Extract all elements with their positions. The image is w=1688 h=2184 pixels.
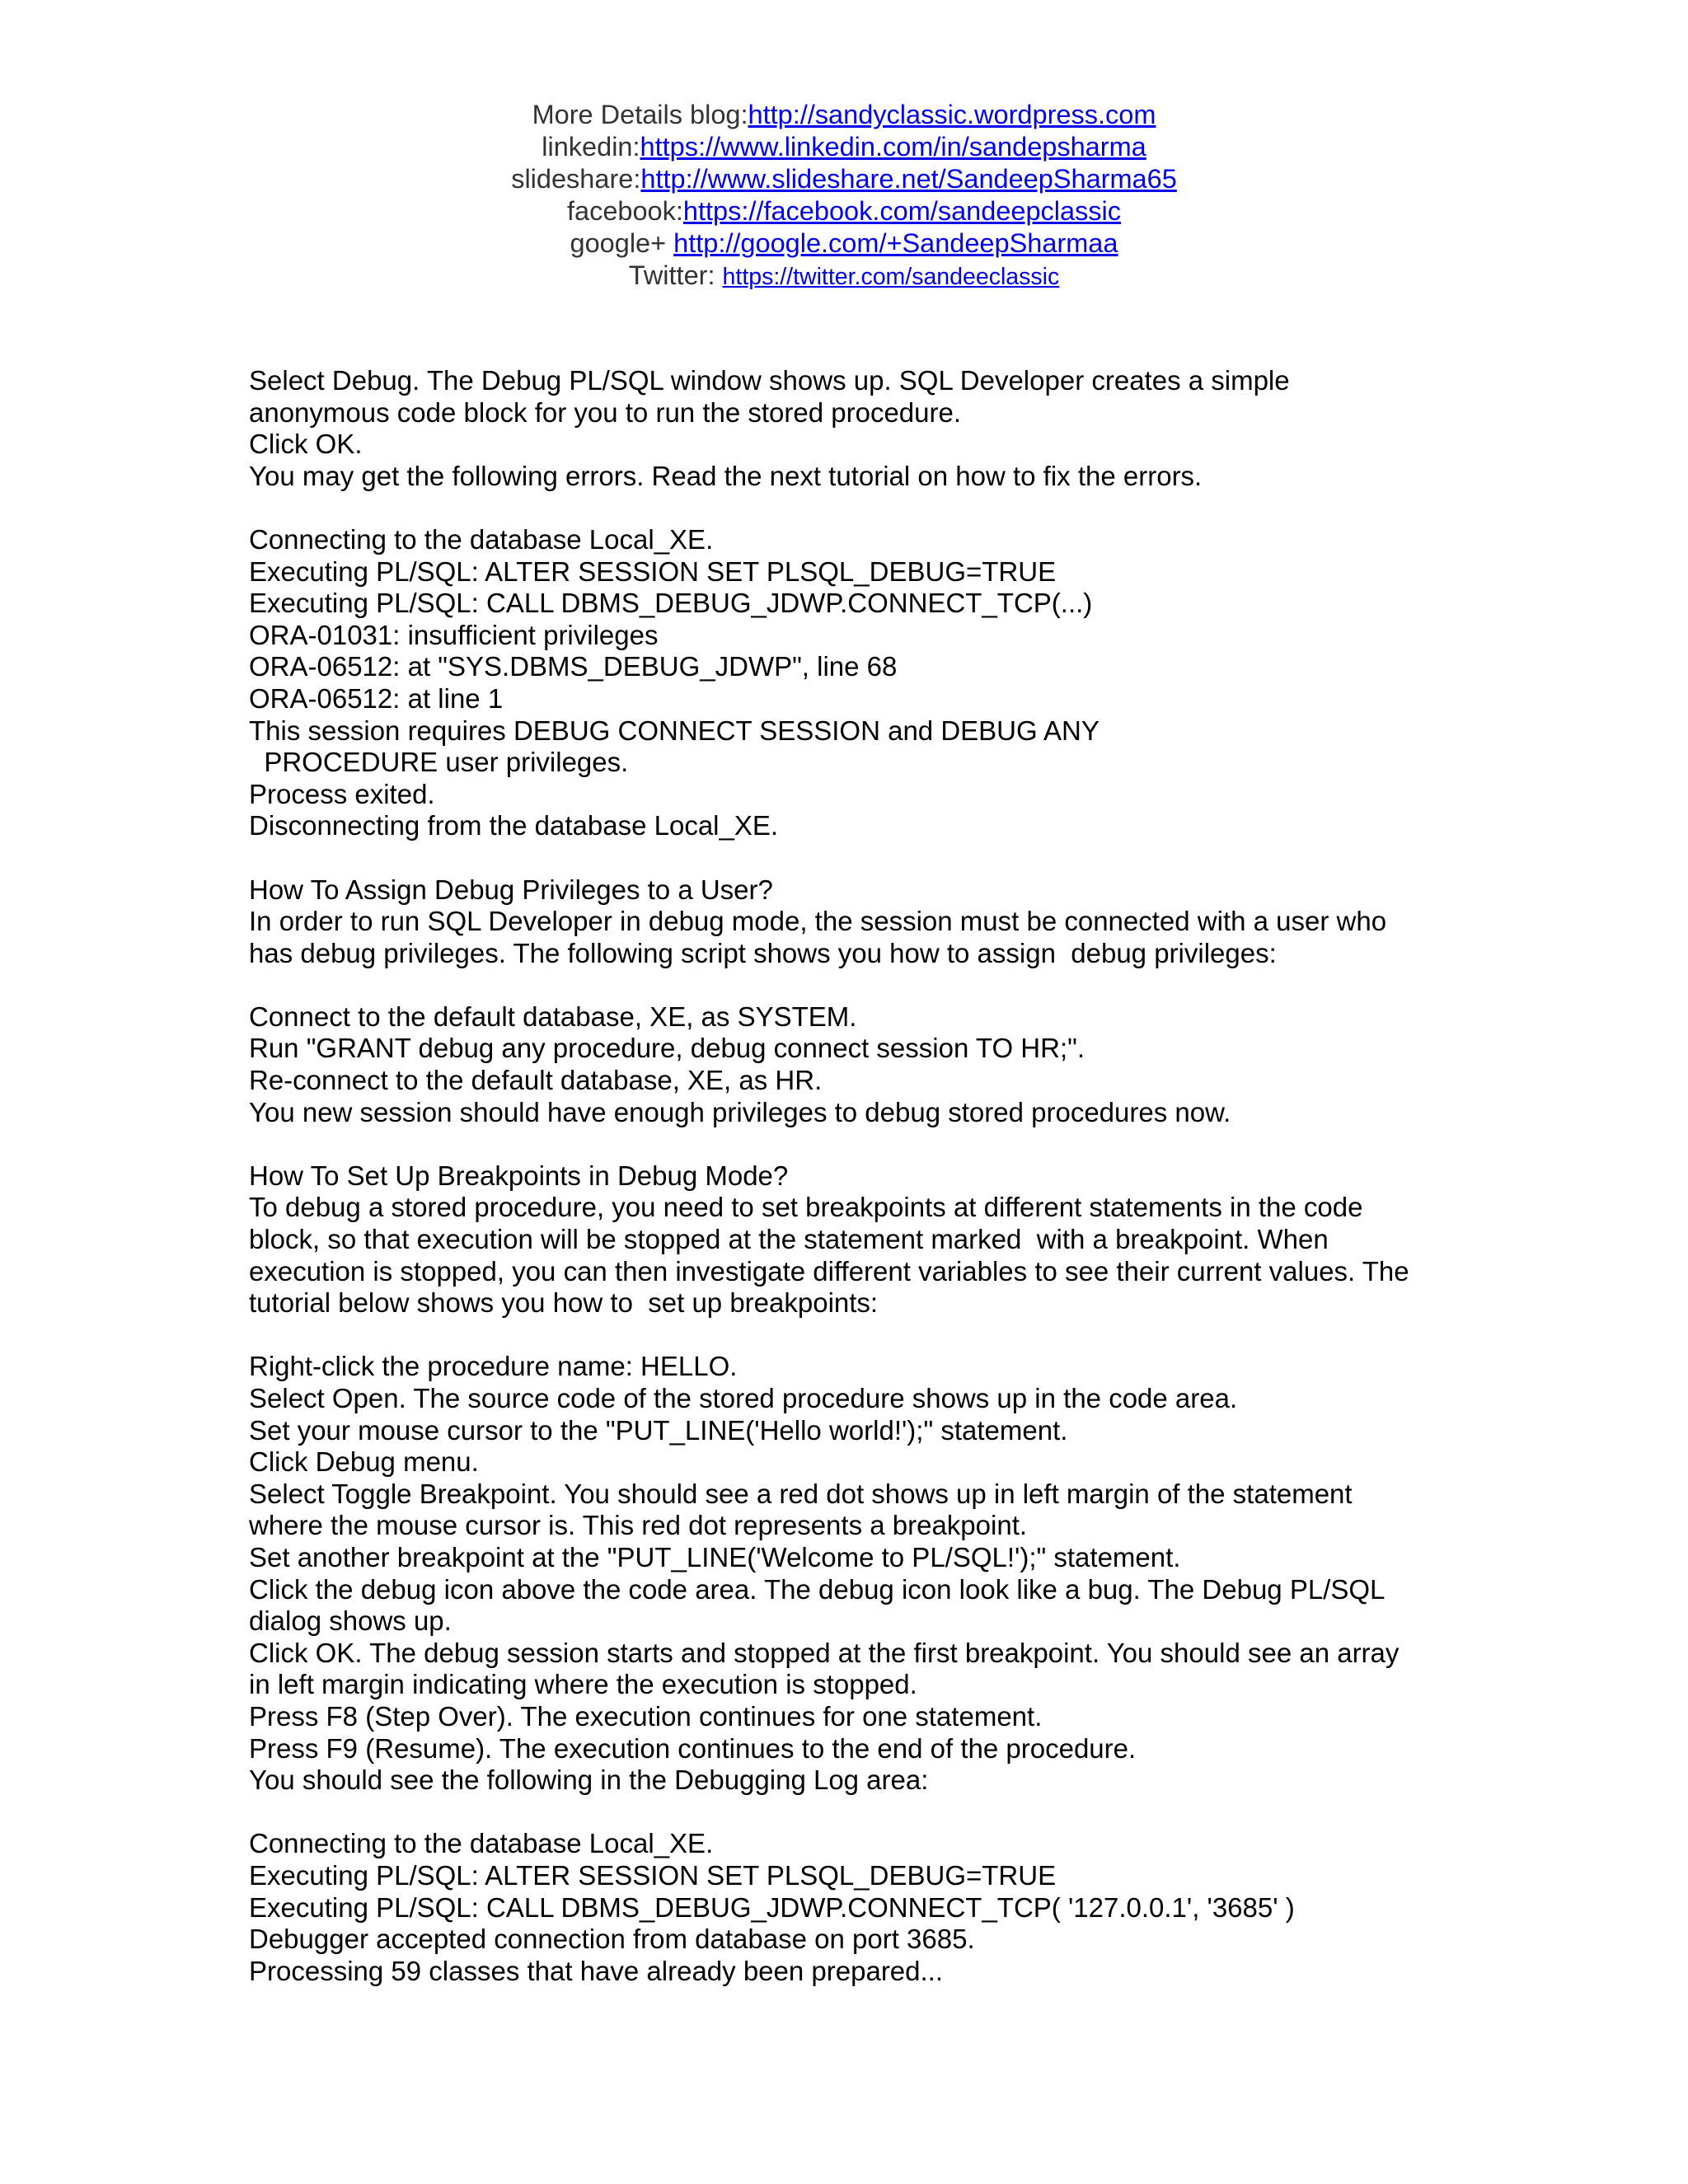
blog-link[interactable]: http://sandyclassic.wordpress.com bbox=[748, 100, 1156, 129]
facebook-line bbox=[0, 195, 1688, 227]
body-line: Process exited. bbox=[249, 778, 435, 809]
body-line: block, so that execution will be stopped at the statement marked with a breakpoint. When bbox=[249, 1224, 1329, 1255]
facebook-link[interactable]: https://facebook.com/sandeepclassic bbox=[682, 196, 1122, 226]
body-line: Set another breakpoint at the "PUT_LINE('Welcome to PL/SQL!');" statement. bbox=[249, 1541, 1181, 1572]
body-line: in left margin indicating where the execution is stopped. bbox=[249, 1669, 917, 1700]
blank-line bbox=[249, 842, 1452, 874]
body-line: Select Debug. The Debug PL/SQL window shows up. SQL Developer creates a simple bbox=[249, 365, 1290, 396]
blog-line bbox=[0, 99, 1688, 131]
body-line: Click Debug menu. bbox=[249, 1446, 479, 1478]
body-line: PROCEDURE user privileges. bbox=[249, 747, 629, 778]
body-line: Click OK. bbox=[249, 429, 363, 460]
body-line: How To Assign Debug Privileges to a User? bbox=[249, 874, 773, 905]
body-line: Set your mouse cursor to the "PUT_LINE('Hello world!');" statement. bbox=[249, 1414, 1068, 1446]
facebook-label: facebook: bbox=[566, 196, 683, 226]
blank-line bbox=[249, 1128, 1452, 1160]
body-line: ORA-06512: at "SYS.DBMS_DEBUG_JDWP", line 68 bbox=[249, 651, 898, 682]
body-line: ORA-06512: at line 1 bbox=[249, 682, 504, 714]
body-line: Select Open. The source code of the stored procedure shows up in the code area. bbox=[249, 1383, 1238, 1413]
google-line bbox=[0, 227, 1688, 260]
linkedin-link[interactable]: https://www.linkedin.com/in/sandepsharma bbox=[640, 132, 1146, 162]
document-body bbox=[249, 365, 1452, 1987]
contact-header bbox=[0, 99, 1688, 293]
body-line: ORA-01031: insufficient privileges bbox=[249, 619, 659, 650]
body-line: You should see the following in the Debugging Log area: bbox=[249, 1765, 929, 1796]
body-line: Connecting to the database Local_XE. bbox=[249, 523, 714, 555]
body-line: Select Toggle Breakpoint. You should see a red dot shows up in left margin of the statement bbox=[249, 1478, 1353, 1509]
twitter-label: Twitter: bbox=[628, 260, 723, 290]
body-line: Right-click the procedure name: HELLO. bbox=[249, 1351, 738, 1382]
body-line: Re-connect to the default database, XE, as HR. bbox=[249, 1065, 823, 1096]
body-line: Connecting to the database Local_XE. bbox=[249, 1828, 714, 1859]
body-line: tutorial below shows you how to set up breakpoints: bbox=[249, 1287, 879, 1319]
body-line: dialog shows up. bbox=[249, 1605, 452, 1637]
blog-label: More Details blog: bbox=[532, 100, 748, 129]
twitter-line bbox=[0, 260, 1688, 293]
body-line: Executing PL/SQL: CALL DBMS_DEBUG_JDWP.CONNECT_TCP( '127.0.0.1', '3685' ) bbox=[249, 1891, 1295, 1923]
body-line: Debugger accepted connection from database on port 3685. bbox=[249, 1924, 975, 1955]
body-line: has debug privileges. The following script shows you how to assign debug privileges: bbox=[249, 937, 1277, 968]
body-line: You new session should have enough privileges to debug stored procedures now. bbox=[249, 1096, 1231, 1127]
body-line: where the mouse cursor is. This red dot represents a breakpoint. bbox=[249, 1510, 1028, 1541]
slideshare-link[interactable]: http://www.slideshare.net/SandeepSharma65 bbox=[640, 164, 1177, 194]
google-label: google+ bbox=[570, 228, 674, 258]
linkedin-label: linkedin: bbox=[542, 132, 640, 162]
blank-line bbox=[249, 1319, 1452, 1352]
blank-line bbox=[249, 969, 1452, 1001]
body-line: This session requires DEBUG CONNECT SESSION and DEBUG ANY bbox=[249, 715, 1100, 746]
body-line: Press F9 (Resume). The execution continues to the end of the procedure. bbox=[249, 1732, 1137, 1764]
body-line: Disconnecting from the database Local_XE. bbox=[249, 810, 779, 841]
body-line: In order to run SQL Developer in debug mode, the session must be connected with a user who bbox=[249, 906, 1387, 937]
body-line: Executing PL/SQL: ALTER SESSION SET PLSQL_DEBUG=TRUE bbox=[249, 555, 1057, 587]
blank-line bbox=[249, 1797, 1452, 1829]
slideshare-label: slideshare: bbox=[511, 164, 641, 194]
linkedin-line bbox=[0, 131, 1688, 163]
body-line: Click OK. The debug session starts and stopped at the first breakpoint. You should see an array bbox=[249, 1637, 1400, 1668]
body-line: How To Set Up Breakpoints in Debug Mode? bbox=[249, 1160, 789, 1191]
body-line: Connect to the default database, XE, as SYSTEM. bbox=[249, 1001, 857, 1032]
body-line: execution is stopped, you can then investigate different variables to see their current values. The bbox=[249, 1255, 1409, 1286]
body-line: Press F8 (Step Over). The execution continues for one statement. bbox=[249, 1700, 1043, 1732]
blank-line bbox=[249, 492, 1452, 524]
body-line: You may get the following errors. Read the next tutorial on how to fix the errors. bbox=[249, 460, 1203, 491]
body-line: anonymous code block for you to run the stored procedure. bbox=[249, 396, 962, 428]
body-line: Click the debug icon above the code area. The debug icon look like a bug. The Debug PL/SQL bbox=[249, 1573, 1386, 1605]
body-line: Run "GRANT debug any procedure, debug connect session TO HR;". bbox=[249, 1033, 1085, 1064]
google-link[interactable]: http://google.com/+SandeepSharmaa bbox=[673, 228, 1118, 258]
body-line: Processing 59 classes that have already been prepared... bbox=[249, 1955, 944, 1986]
body-line: To debug a stored procedure, you need to set breakpoints at different statements in the code bbox=[249, 1192, 1363, 1223]
body-line: Executing PL/SQL: ALTER SESSION SET PLSQL_DEBUG=TRUE bbox=[249, 1859, 1057, 1891]
slideshare-line bbox=[0, 163, 1688, 195]
body-line: Executing PL/SQL: CALL DBMS_DEBUG_JDWP.CONNECT_TCP(...) bbox=[249, 588, 1093, 619]
twitter-link[interactable]: https://twitter.com/sandeeclassic bbox=[722, 264, 1060, 290]
